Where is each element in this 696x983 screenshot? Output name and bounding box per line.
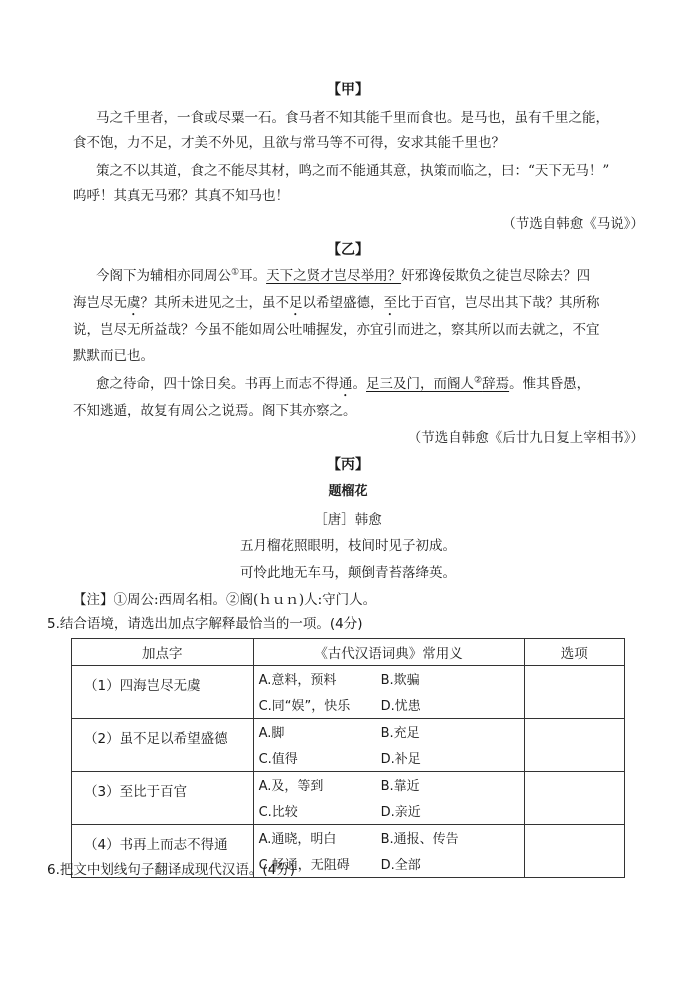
option-c: C.畅通，无阻碍 — [258, 858, 350, 873]
option-a: A.意料，预料 — [258, 673, 337, 688]
footnote-marker: ② — [474, 375, 483, 386]
header-choice: 选项 — [524, 639, 624, 666]
answer-cell[interactable] — [524, 719, 624, 772]
option-b: B.充足 — [380, 726, 420, 741]
header-word: 加点字 — [72, 639, 254, 666]
yi-source: （节选自韩愈《后廿九日复上宰相书》） — [407, 430, 644, 446]
section-heading-bing: 【丙】 — [327, 457, 369, 473]
header-meaning: 《古代汉语词典》常用义 — [253, 639, 524, 666]
option-d: D.全部 — [380, 858, 421, 873]
footnote-marker: ① — [231, 267, 240, 278]
question-5: 5.结合语境，请选出加点字解释最恰当的一项。(4分) — [47, 616, 363, 632]
table-row — [72, 772, 625, 825]
yi-paragraph1-line3: 说，岂尽无所益哉？今虽不能如周公吐哺握发，亦宜引而进之，察其所以而去就之，不宜 — [73, 322, 600, 338]
underlined-sentence: 天下之贤才岂尽举用？ — [266, 268, 402, 284]
text: 。惟其昏愚， — [509, 376, 591, 392]
word-cell — [72, 666, 254, 719]
option-d: D.亲近 — [380, 805, 421, 820]
text: 耳。 — [239, 268, 267, 284]
word-text: （4）书再上而志不得通 — [84, 837, 228, 853]
jia-source: （节选自韩愈《马说》） — [502, 216, 644, 232]
text: 愈之待命，四十馀日矣。书再上而志不得 — [96, 376, 339, 392]
poem-author: ［唐］韩愈 — [314, 512, 382, 528]
option-c: C.比较 — [258, 805, 298, 820]
meaning-cell — [253, 666, 524, 719]
text: 。 — [352, 376, 366, 392]
option-a: A.及，等到 — [258, 779, 324, 794]
yi-paragraph2-line2: 不知逃遁，故复有周公之说焉。阁下其亦察之。 — [73, 403, 357, 419]
jia-paragraph2-line2: 呜呼！其真无马邪？其真不知马也！ — [73, 188, 289, 204]
yi-paragraph1-line4: 默默而已也。 — [73, 348, 154, 364]
answer-cell[interactable] — [524, 772, 624, 825]
underlined-sentence — [366, 376, 509, 392]
table-row — [72, 666, 625, 719]
option-b: B.欺骗 — [380, 673, 420, 688]
option-c: C.值得 — [258, 752, 298, 767]
text: 辞焉 — [482, 376, 510, 392]
text: 比于百官，岂尽出其下哉？其所称 — [397, 295, 600, 311]
meaning-cell — [253, 772, 524, 825]
word-cell — [72, 772, 254, 825]
poem-line-2: 可怜此地无车马，颠倒青苔落绛英。 — [240, 565, 456, 581]
jia-paragraph2-line1: 策之不以其道，食之不能尽其材，鸣之而不能通其意，执策而临之，曰：“天下无马！” — [96, 163, 610, 179]
section-heading-yi: 【乙】 — [327, 242, 369, 258]
yi-paragraph1-line1 — [96, 266, 590, 286]
question-6: 6.把文中划线句子翻译成现代汉语。(4分) — [47, 862, 296, 878]
word-text: （2）虽不足以希望盛德 — [84, 731, 228, 747]
poem-title: 题榴花 — [328, 484, 368, 499]
text: 海岂尽无 — [73, 295, 127, 311]
jia-paragraph1-line1: 马之千里者，一食或尽粟一石。食马者不知其能千里而食也。是马也，虽有千里之能， — [96, 110, 609, 126]
dotted-character: 虞 — [127, 295, 141, 311]
dotted-character: 至 — [383, 295, 397, 311]
meaning-cell — [253, 719, 524, 772]
annotation-notes: 【注】①周公:西周名相。②阍(ｈｕｎ)人:守门人。 — [73, 592, 377, 608]
table-header-row — [72, 639, 625, 666]
option-a: A.脚 — [258, 726, 285, 741]
vocabulary-table — [71, 638, 625, 878]
answer-cell[interactable] — [524, 825, 624, 878]
option-d: D.忧患 — [380, 699, 421, 714]
table-row — [72, 719, 625, 772]
dotted-character: 通 — [339, 376, 353, 392]
text: ？其所未进见之士，虽不 — [140, 295, 289, 311]
text: 今阁下为辅相亦同周公 — [96, 268, 231, 284]
option-b: B.靠近 — [380, 779, 420, 794]
poem-line-1: 五月榴花照眼明，枝间时见子初成。 — [240, 538, 456, 554]
option-d: D.补足 — [380, 752, 421, 767]
yi-paragraph2-line1 — [96, 374, 590, 400]
dotted-character: 足 — [289, 295, 303, 311]
text: 足三及门，而阍人 — [366, 376, 474, 392]
section-heading-jia: 【甲】 — [327, 82, 369, 98]
option-b: B.通报、传告 — [380, 832, 459, 847]
option-c: C.同“娱”，快乐 — [258, 699, 351, 714]
answer-cell[interactable] — [524, 666, 624, 719]
jia-paragraph1-line2: 食不饱，力不足，才美不外见，且欲与常马等不可得，安求其能千里也？ — [73, 135, 505, 151]
option-a: A.通晓，明白 — [258, 832, 337, 847]
word-text: （3）至比于百官 — [84, 784, 188, 800]
word-cell — [72, 719, 254, 772]
text: 奸邪谗佞欺负之徒岂尽除去？四 — [401, 268, 591, 284]
text: 以希望盛德， — [302, 295, 384, 311]
word-text: （1）四海岂尽无虞 — [84, 678, 201, 694]
yi-paragraph1-line2 — [73, 293, 600, 319]
